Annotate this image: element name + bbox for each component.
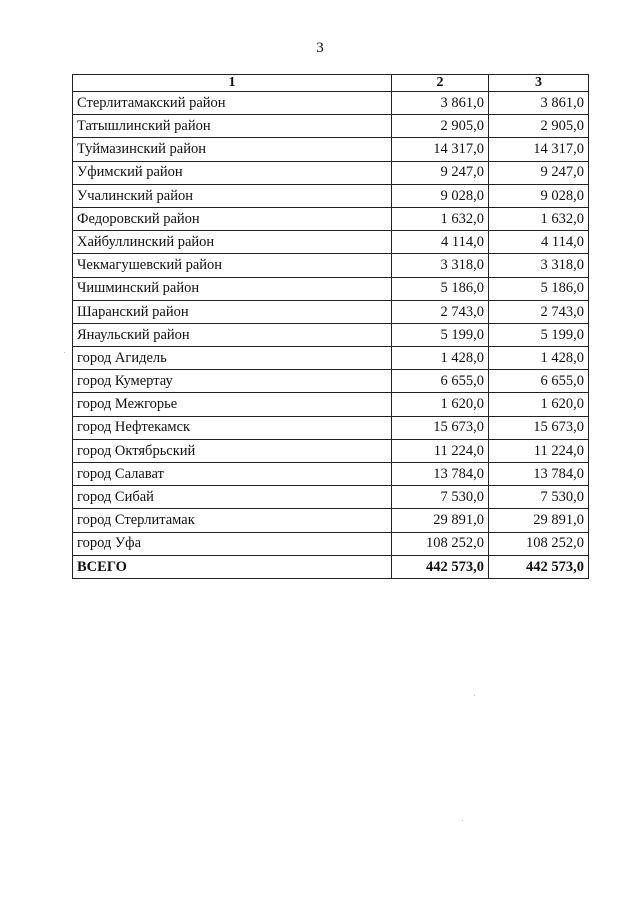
amount-column-2-cell: 13 784,0 [392,463,489,486]
amount-column-2-cell: 15 673,0 [392,416,489,439]
table-row [73,184,589,207]
column-header-1: 1 [73,75,392,92]
district-name-cell: город Октябрьский [73,439,392,462]
amount-column-3-cell: 1 632,0 [489,207,589,230]
amount-column-3-cell: 13 784,0 [489,463,589,486]
amount-column-3-cell: 11 224,0 [489,439,589,462]
table-row [73,277,589,300]
table-header-row [73,75,589,92]
district-name-cell: город Стерлитамак [73,509,392,532]
amount-column-2-cell: 3 318,0 [392,254,489,277]
table-row [73,207,589,230]
amount-column-3-cell: 4 114,0 [489,231,589,254]
amount-column-3-cell: 15 673,0 [489,416,589,439]
scan-speck [462,820,463,821]
amount-column-2-cell: 7 530,0 [392,486,489,509]
amount-column-3-cell: 5 186,0 [489,277,589,300]
table-row [73,370,589,393]
table-row [73,416,589,439]
district-name-cell: Уфимский район [73,161,392,184]
district-name-cell: город Салават [73,463,392,486]
amount-column-2-cell: 29 891,0 [392,509,489,532]
column-header-2: 2 [392,75,489,92]
amount-column-3-cell: 9 247,0 [489,161,589,184]
amount-column-2-cell: 4 114,0 [392,231,489,254]
amount-column-2-cell: 1 632,0 [392,207,489,230]
amount-column-2-cell: 3 861,0 [392,92,489,115]
total-row [73,555,589,578]
amount-column-2-cell: 9 028,0 [392,184,489,207]
table-row [73,486,589,509]
table-row [73,161,589,184]
table-row [73,509,589,532]
amount-column-3-cell: 2 905,0 [489,115,589,138]
district-name-cell: Шаранский район [73,300,392,323]
district-name-cell: город Кумертау [73,370,392,393]
amount-column-3-cell: 1 620,0 [489,393,589,416]
table-row [73,463,589,486]
amount-column-3-cell: 6 655,0 [489,370,589,393]
amount-column-3-cell: 3 318,0 [489,254,589,277]
amount-column-2-cell: 5 199,0 [392,323,489,346]
table-row [73,92,589,115]
amount-column-2-cell: 2 905,0 [392,115,489,138]
district-name-cell: город Нефтекамск [73,416,392,439]
budget-table [72,74,589,579]
amount-column-3-cell: 14 317,0 [489,138,589,161]
total-column-3-cell: 442 573,0 [489,555,589,578]
table-row [73,532,589,555]
district-name-cell: Хайбуллинский район [73,231,392,254]
district-name-cell: Стерлитамакский район [73,92,392,115]
district-name-cell: Чишминский район [73,277,392,300]
table-row [73,323,589,346]
district-name-cell: Федоровский район [73,207,392,230]
district-name-cell: город Сибай [73,486,392,509]
amount-column-2-cell: 5 186,0 [392,277,489,300]
table-row [73,393,589,416]
scan-speck [474,695,475,696]
amount-column-2-cell: 2 743,0 [392,300,489,323]
table-row [73,254,589,277]
district-name-cell: Учалинский район [73,184,392,207]
page-number: 3 [316,40,324,56]
scan-speck [64,352,65,353]
total-column-2-cell: 442 573,0 [392,555,489,578]
district-name-cell: город Межгорье [73,393,392,416]
table-row [73,138,589,161]
district-name-cell: Татышлинский район [73,115,392,138]
district-name-cell: город Агидель [73,347,392,370]
amount-column-2-cell: 9 247,0 [392,161,489,184]
district-name-cell: город Уфа [73,532,392,555]
amount-column-3-cell: 2 743,0 [489,300,589,323]
table-row [73,300,589,323]
amount-column-3-cell: 108 252,0 [489,532,589,555]
district-name-cell: Янаульский район [73,323,392,346]
column-header-3: 3 [489,75,589,92]
amount-column-3-cell: 3 861,0 [489,92,589,115]
amount-column-3-cell: 1 428,0 [489,347,589,370]
amount-column-3-cell: 5 199,0 [489,323,589,346]
amount-column-2-cell: 14 317,0 [392,138,489,161]
table-row [73,347,589,370]
district-name-cell: Чекмагушевский район [73,254,392,277]
amount-column-2-cell: 11 224,0 [392,439,489,462]
district-name-cell: Туймазинский район [73,138,392,161]
amount-column-2-cell: 108 252,0 [392,532,489,555]
amount-column-3-cell: 29 891,0 [489,509,589,532]
table-row [73,439,589,462]
amount-column-3-cell: 9 028,0 [489,184,589,207]
total-label-cell: ВСЕГО [73,555,392,578]
amount-column-2-cell: 1 620,0 [392,393,489,416]
table-row [73,231,589,254]
amount-column-2-cell: 1 428,0 [392,347,489,370]
table-row [73,115,589,138]
amount-column-3-cell: 7 530,0 [489,486,589,509]
amount-column-2-cell: 6 655,0 [392,370,489,393]
